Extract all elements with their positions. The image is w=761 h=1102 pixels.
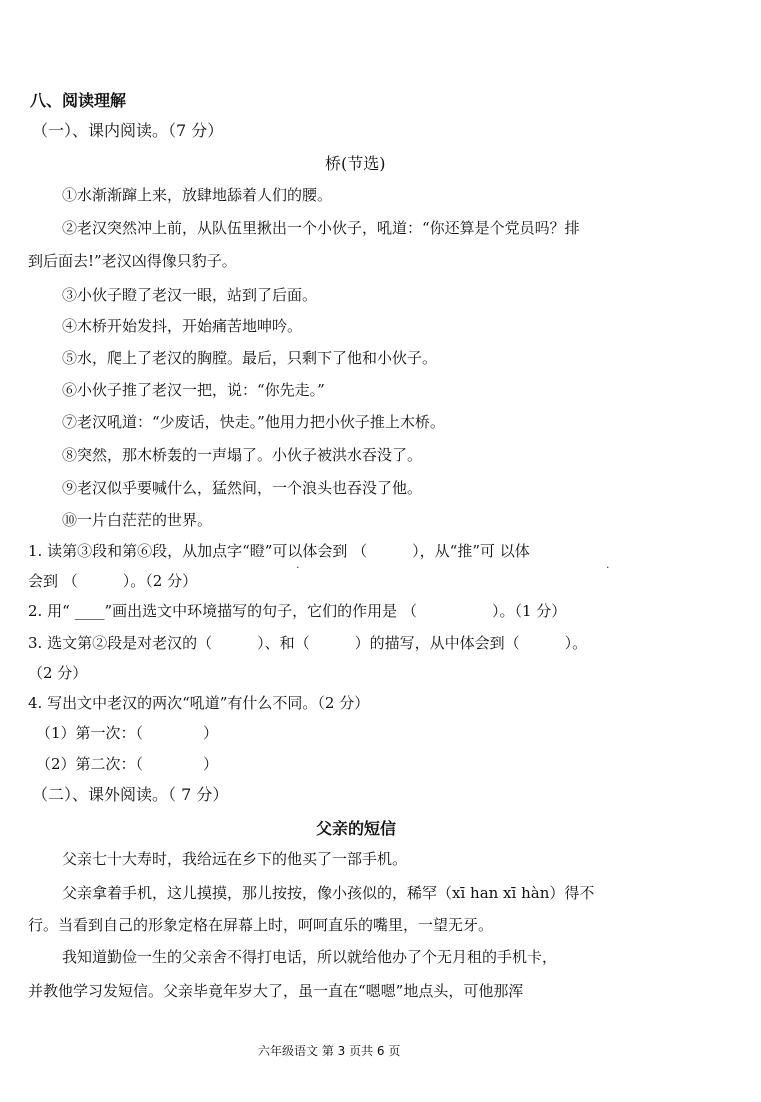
part2-paragraph: 行。当看到自己的形象定格在屏幕上时，呵呵直乐的嘴里，一望无牙。 — [28, 916, 494, 934]
section-title: 八、阅读理解 — [30, 91, 127, 110]
part1-paragraph: ①水渐渐蹿上来，放肆地舔着人们的腰。 — [62, 186, 333, 204]
part2-header: （二）、课外阅读。（ 7 分） — [32, 785, 229, 804]
part1-paragraph: ④木桥开始发抖，开始痛苦地呻吟。 — [62, 317, 303, 335]
question-line: （1）第一次：（ ） — [36, 724, 219, 742]
part1-paragraph: 到后面去!”老汉凶得像只豹子。 — [28, 252, 237, 270]
part1-paragraph: ⑨老汉似乎要喊什么，猛然间，一个浪头也吞没了他。 — [62, 479, 423, 497]
emphasis-dot: · — [296, 561, 300, 574]
part2-passage-title: 父亲的短信 — [316, 819, 397, 838]
part1-paragraph: ⑩一片白茫茫的世界。 — [62, 511, 213, 529]
part2-paragraph: 父亲拿着手机，这儿摸摸，那儿按按，像小孩似的，稀罕（xī han xī hàn）得不 — [62, 884, 595, 902]
emphasis-dot: · — [606, 561, 610, 574]
part1-passage-title: 桥(节选) — [325, 154, 386, 173]
part1-paragraph: ③小伙子瞪了老汉一眼，站到了后面。 — [62, 286, 318, 304]
part1-paragraph: ⑥小伙子推了老汉一把，说：“你先走。” — [62, 381, 325, 399]
question-line: 3. 选文第②段是对老汉的（ ）、和（ ）的描写，从中体会到（ ）。 — [28, 634, 588, 652]
part2-paragraph: 我知道勤俭一生的父亲舍不得打电话，所以就给他办了个无月租的手机卡， — [62, 948, 558, 966]
part2-paragraph: 并教他学习发短信。父亲毕竟年岁大了，虽一直在“嗯嗯”地点头，可他那浑 — [28, 982, 524, 1000]
question-line: 2. 用“ ____”画出选文中环境描写的句子，它们的作用是 （ ）。（1 分） — [28, 602, 567, 620]
page-footer: 六年级语文 第 3 页共 6 页 — [258, 1044, 401, 1058]
part1-paragraph: ⑤水，爬上了老汉的胸膛。最后，只剩下了他和小伙子。 — [62, 349, 438, 367]
part2-paragraph: 父亲七十大寿时，我给远在乡下的他买了一部手机。 — [62, 850, 408, 868]
part1-paragraph: ⑧突然，那木桥轰的一声塌了。小伙子被洪水吞没了。 — [62, 446, 423, 464]
question-line: 会到 （ ）。（2 分） — [28, 572, 198, 590]
question-line: 1. 读第③段和第⑥段，从加点字“瞪”可以体会到 （ ），从“推”可 以体 — [28, 542, 530, 560]
question-line: （2）第二次：（ ） — [36, 755, 219, 773]
part1-paragraph: ②老汉突然冲上前，从队伍里揪出一个小伙子，吼道：“你还算是个党员吗？排 — [62, 219, 580, 237]
part1-paragraph: ⑦老汉吼道：“少废话，快走。”他用力把小伙子推上木桥。 — [62, 413, 445, 431]
question-line: 4. 写出文中老汉的两次“吼道”有什么不同。（2 分） — [28, 694, 370, 712]
part1-header: （一）、课内阅读。（7 分） — [32, 121, 224, 140]
question-line: （2 分） — [28, 664, 88, 682]
